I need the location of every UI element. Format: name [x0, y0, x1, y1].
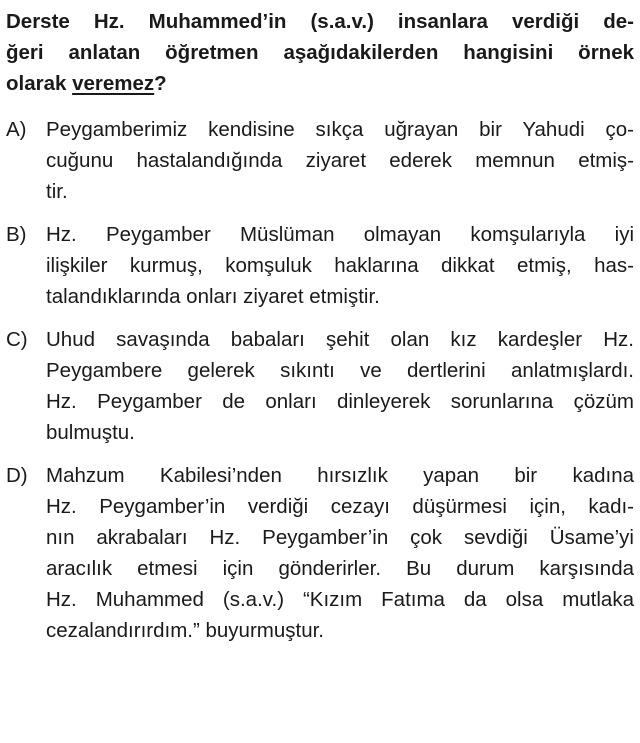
question-mark: ?: [154, 72, 167, 95]
option-text: [46, 219, 634, 312]
option-text: [46, 324, 634, 448]
option-line: Uhud savaşında babaları şehit olan kız kardeşler Hz.: [46, 328, 634, 351]
option-line: cezalandırırdım.” buyurmuştur.: [46, 619, 324, 642]
question-line: Derste Hz. Muhammed’in (s.a.v.) insanlara verdiği de-: [6, 10, 634, 33]
question-stem: [6, 6, 634, 99]
option-line: Hz. Peygamber Müslüman olmayan komşularıyla iyi: [46, 223, 634, 246]
question-line-last: [6, 68, 634, 99]
option-letter: C): [6, 328, 28, 351]
option-line: Peygambere gelerek sıkıntı ve dertlerini anlatmışlardı.: [46, 359, 634, 382]
option-line: talandıklarında onları ziyaret etmiştir.: [46, 285, 380, 308]
option-line: ilişkiler kurmuş, komşuluk haklarına dikkat etmiş, has-: [46, 254, 634, 277]
option-line: Peygamberimiz kendisine sıkça uğrayan bir Yahudi ço-: [46, 118, 634, 141]
option-line: tir.: [46, 180, 68, 203]
option-line: cuğunu hastalandığında ziyaret ederek memnun etmiş-: [46, 149, 634, 172]
answer-options: [6, 114, 634, 658]
option-line: Hz. Peygamber’in verdiği cezayı düşürmesi için, kadı-: [46, 495, 634, 518]
option-d[interactable]: [6, 460, 634, 646]
question-last-prefix: olarak: [6, 72, 73, 95]
option-text: [46, 460, 634, 646]
option-c[interactable]: [6, 324, 634, 448]
question-line: ğeri anlatan öğretmen aşağıdakilerden hangisini örnek: [6, 41, 634, 64]
option-line: Mahzum Kabilesi’nden hırsızlık yapan bir kadına: [46, 464, 634, 487]
option-line: Hz. Peygamber de onları dinleyerek sorunlarına çözüm: [46, 390, 634, 413]
option-letter: B): [6, 223, 27, 246]
option-text: [46, 114, 634, 207]
option-line: bulmuştu.: [46, 421, 135, 444]
option-line: aracılık etmesi için gönderirler. Bu durum karşısında: [46, 557, 634, 580]
option-line: nın akrabaları Hz. Peygamber’in çok sevdiği Üsame’yi: [46, 526, 634, 549]
option-letter: D): [6, 464, 28, 487]
question-negative-keyword: veremez: [72, 72, 155, 95]
option-line: Hz. Muhammed (s.a.v.) “Kızım Fatıma da olsa mutlaka: [46, 588, 634, 611]
option-b[interactable]: [6, 219, 634, 312]
option-a[interactable]: [6, 114, 634, 207]
option-letter: A): [6, 118, 27, 141]
